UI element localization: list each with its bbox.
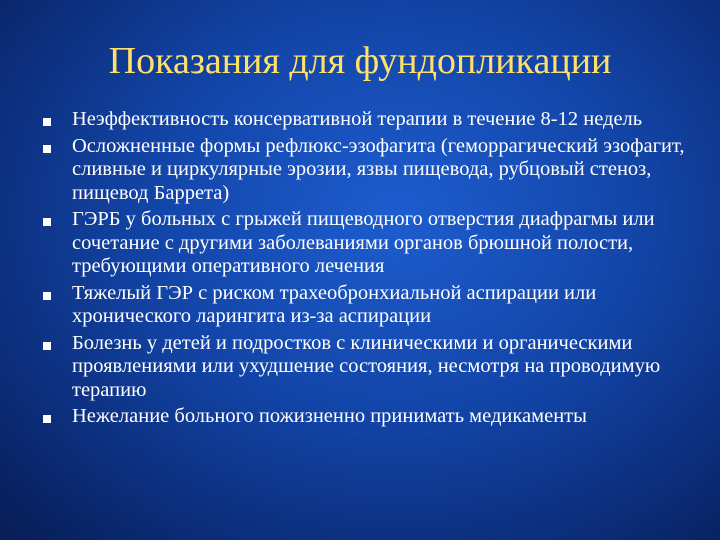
- list-item: [38, 282, 703, 329]
- list-item: [38, 332, 703, 403]
- square-bullet-icon: [43, 292, 51, 300]
- bullet-text: Нежелание больного пожизненно принимать медикаменты: [72, 405, 587, 427]
- square-bullet-icon: [43, 415, 51, 423]
- list-item: [38, 208, 703, 279]
- bullet-text: Тяжелый ГЭР с риском трахеобронхиальной аспирации или хронического ларингита из-за аспирации: [72, 281, 597, 327]
- square-bullet-icon: [43, 118, 51, 126]
- bullet-list: [38, 108, 703, 432]
- square-bullet-icon: [43, 342, 51, 350]
- bullet-text: Болезнь у детей и подростков с клиническими и органическими проявлениями или ухудшение состояния, несмотря на проводимую терапию: [72, 331, 661, 401]
- square-bullet-icon: [43, 218, 51, 226]
- square-bullet-icon: [43, 145, 51, 153]
- list-item: [38, 135, 703, 206]
- bullet-text: Осложненные формы рефлюкс-эзофагита (геморрагический эзофагит, сливные и циркулярные эрозии, язвы пищевода, рубцовый стеноз, пищевод Баррета): [72, 134, 685, 204]
- slide-title: Показания для фундопликации: [108, 40, 612, 82]
- list-item: [38, 405, 703, 429]
- list-item: [38, 108, 703, 132]
- bullet-text: Неэффективность консервативной терапии в течение 8-12 недель: [72, 108, 643, 130]
- bullet-text: ГЭРБ у больных с грыжей пищеводного отверстия диафрагмы или сочетание с другими заболеваниями органов брюшной полости, требующими оперативного лечения: [72, 208, 655, 277]
